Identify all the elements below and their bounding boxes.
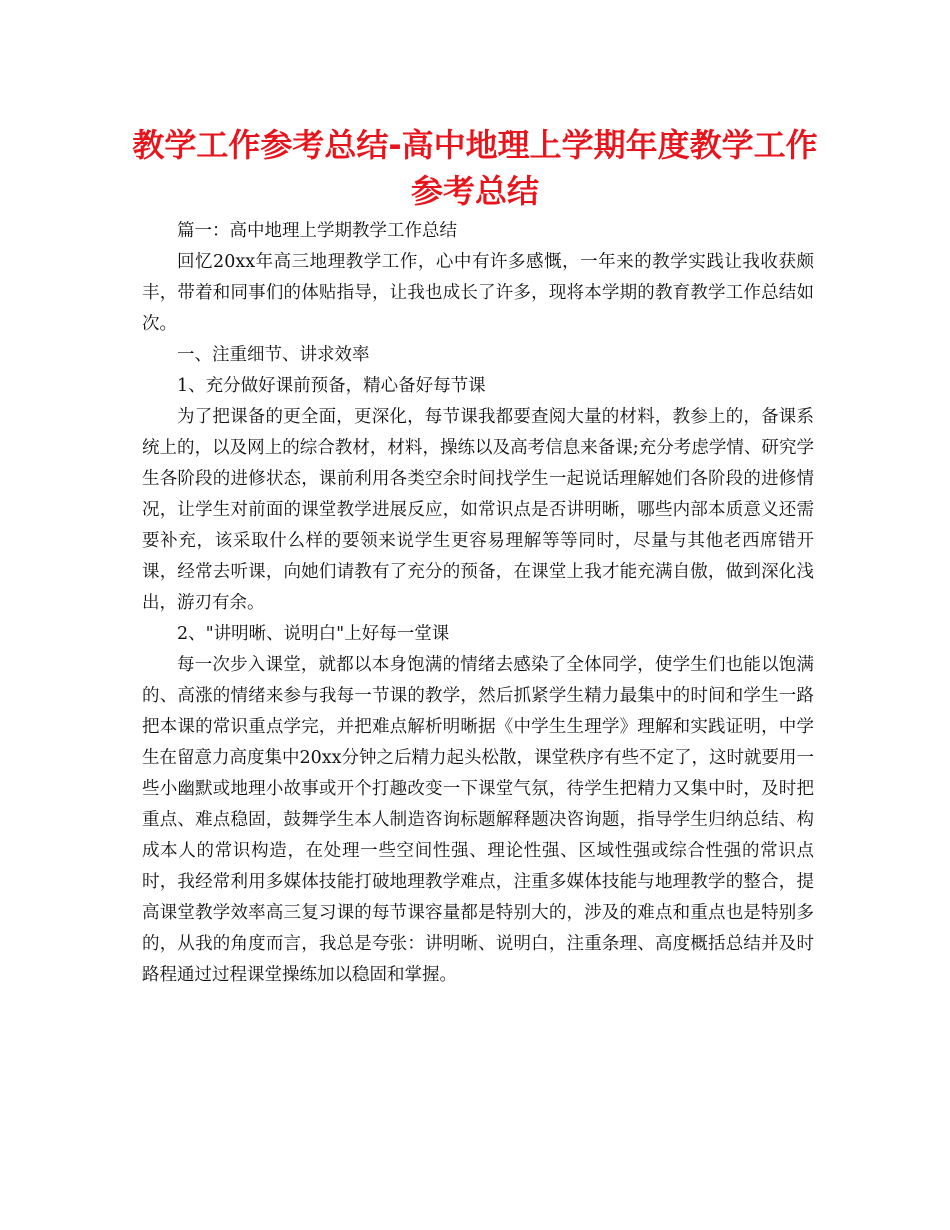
- section-heading-part-one: 篇一：高中地理上学期教学工作总结: [177, 221, 457, 241]
- body-paragraph-2: 每一次步入课堂，就都以本身饱满的情绪去感染了全体同学，使学生们也能以饱满的、高涨的情绪来参与我每一节课的教学，然后抓紧学生精力最集中的时间和学生一路把本课的常识重点学完，并把难点解析明晰据《中学生生理学》理解和实践证明，中学生在留意力高度集中20xx分钟之后精力起头松散，课堂秩序有些不定了，这时就要用一些小幽默或地理小故事或开个打趣改变一下课堂气氛，待学生把精力又集中时，及时把重点、难点稳固，鼓舞学生本人制造咨询标题解释题决咨询题，指导学生归纳总结、构成本人的常识构造，在处理一些空间性强、理论性强、区域性强或综合性强的常识点时，我经常利用多媒体技能打破地理教学难点，注重多媒体技能与地理教学的整合，提高课堂教学效率高三复习课的每节课容量都是特别大的，涉及的难点和重点也是特别多的，从我的角度而言，我总是夸张：讲明晰、说明白，注重条理、高度概括总结并及时路程通过过程课堂操练加以稳固和掌握。: [142, 655, 815, 985]
- intro-paragraph: 回忆20xx年高三地理教学工作，心中有许多感慨，一年来的教学实践让我收获颇丰，带着和同事们的体贴指导，让我也成长了许多，现将本学期的教育教学工作总结如次。: [142, 252, 814, 334]
- subheading-2: 2、"讲明晰、说明白"上好每一堂课: [177, 624, 450, 644]
- body-paragraph-1: 为了把课备的更全面，更深化，每节课我都要查阅大量的材料，教参上的，备课系统上的，以及网上的综合教材，材料，操练以及高考信息来备课;充分考虑学情、研究学生各阶段的进修状态，课前利用各类空余时间找学生一起说话理解她们各阶段的进修情况，让学生对前面的课堂教学进展反应，如常识点是否讲明晰，哪些内部本质意义还需要补充，该采取什么样的要领来说学生更容易理解等等同时，尽量与其他老西席错开课，经常去听课，向她们请教有了充分的预备，在课堂上我才能充满自傲，做到深化浅出，游刃有余。: [142, 407, 814, 613]
- document-body: [142, 216, 814, 991]
- subheading-1: 1、充分做好课前预备，精心备好每节课: [177, 376, 486, 396]
- document-title: 教学工作参考总结-高中地理上学期年度教学工作参考总结: [132, 126, 818, 210]
- section-heading-1: 一、注重细节、讲求效率: [177, 345, 370, 365]
